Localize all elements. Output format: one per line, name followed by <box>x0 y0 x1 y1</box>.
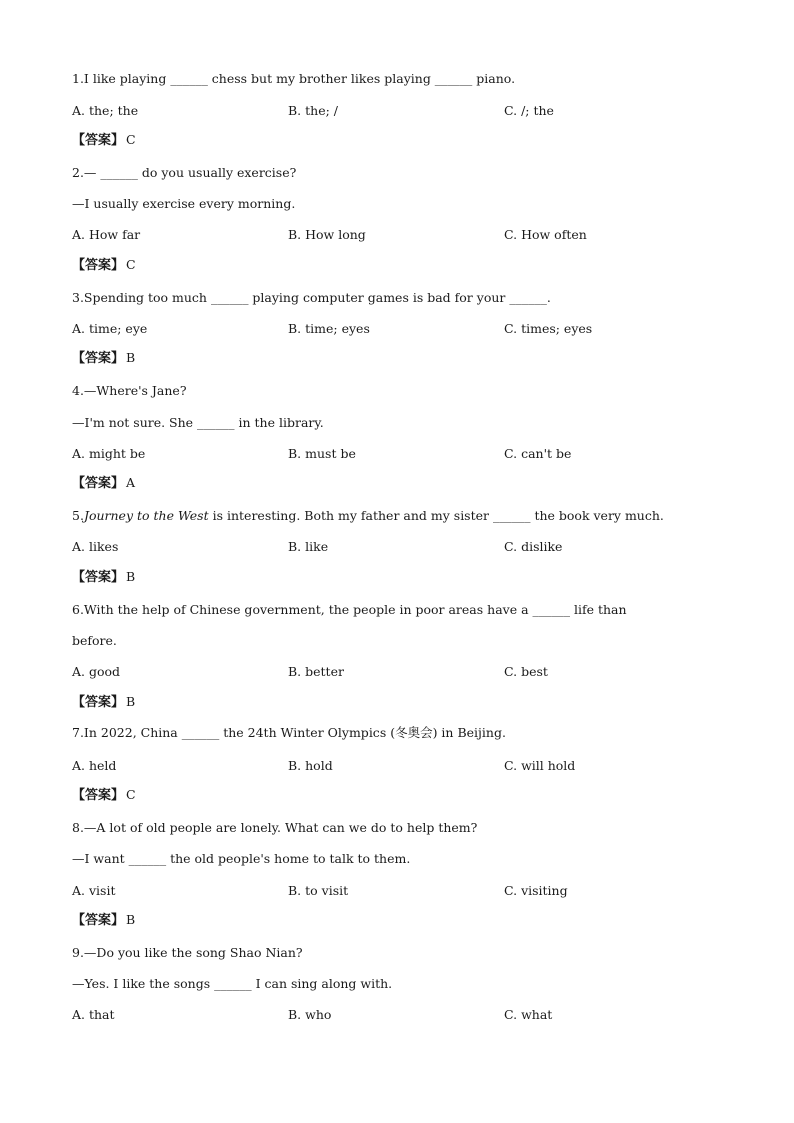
question-8-option-a: A. visit <box>72 883 116 898</box>
answer-value: B <box>126 569 136 584</box>
question-5-answer <box>72 569 135 586</box>
question-4-stem-line-2: —I'm not sure. She ______ in the library. <box>72 415 324 430</box>
question-2-answer <box>72 257 136 274</box>
question-3-option-b: B. time; eyes <box>288 321 370 336</box>
question-1-option-a: A. the; the <box>72 103 139 118</box>
question-6-option-b: B. better <box>288 664 344 679</box>
answer-label: 【答案】 <box>72 788 125 803</box>
question-5-stem <box>72 508 664 524</box>
question-9-option-b: B. who <box>288 1007 332 1022</box>
question-1-stem: 1.I like playing ______ chess but my brother likes playing ______ piano. <box>72 71 516 86</box>
question-8-option-c: C. visiting <box>504 883 568 898</box>
question-3-stem: 3.Spending too much ______ playing computer games is bad for your ______. <box>72 290 551 305</box>
question-6-option-c: C. best <box>504 664 548 679</box>
question-4-option-a: A. might be <box>72 446 146 461</box>
answer-value: B <box>126 912 136 927</box>
question-4-option-b: B. must be <box>288 446 356 461</box>
question-6-stem: 6.With the help of Chinese government, the people in poor areas have a ______ life than <box>72 602 627 617</box>
question-9-option-a: A. that <box>72 1007 115 1022</box>
question-6-option-a: A. good <box>72 664 121 679</box>
question-5-option-a: A. likes <box>72 539 119 554</box>
question-5-number: 5. <box>72 508 84 523</box>
question-8-answer <box>72 912 135 929</box>
answer-label: 【答案】 <box>72 258 125 273</box>
question-5-option-c: C. dislike <box>504 539 563 554</box>
question-5-stem-rest: is interesting. Both my father and my sister ______ the book very much. <box>208 508 664 523</box>
answer-label: 【答案】 <box>72 133 125 148</box>
question-3-option-a: A. time; eye <box>72 321 148 336</box>
question-4-answer <box>72 475 135 492</box>
answer-label: 【答案】 <box>72 476 125 491</box>
question-3-option-c: C. times; eyes <box>504 321 593 336</box>
question-1-option-b: B. the; / <box>288 103 338 118</box>
question-5-book-title: Journey to the West <box>83 508 209 523</box>
answer-label: 【答案】 <box>72 570 125 585</box>
question-6-answer <box>72 694 135 711</box>
question-9-option-c: C. what <box>504 1007 553 1022</box>
answer-label: 【答案】 <box>72 913 125 928</box>
question-3-answer <box>72 350 135 367</box>
answer-label: 【答案】 <box>72 351 125 366</box>
answer-value: B <box>126 350 136 365</box>
question-2-stem: 2.— ______ do you usually exercise? <box>72 165 297 180</box>
answer-value: C <box>126 787 136 802</box>
question-8-stem-line-2: —I want ______ the old people's home to talk to them. <box>72 851 411 866</box>
question-8-option-b: B. to visit <box>288 883 349 898</box>
question-5-option-b: B. like <box>288 539 329 554</box>
question-4-stem: 4.—Where's Jane? <box>72 383 187 398</box>
question-1-option-c: C. /; the <box>504 103 554 118</box>
answer-value: C <box>126 132 136 147</box>
question-7-option-a: A. held <box>72 758 117 773</box>
answer-label: 【答案】 <box>72 695 125 710</box>
question-7-stem: 7.In 2022, China ______ the 24th Winter Olympics (冬奥会) in Beijing. <box>72 725 506 740</box>
question-7-option-c: C. will hold <box>504 758 576 773</box>
question-7-option-b: B. hold <box>288 758 333 773</box>
question-7-answer <box>72 787 136 804</box>
question-2-option-b: B. How long <box>288 227 366 242</box>
question-2-option-a: A. How far <box>72 227 141 242</box>
answer-value: C <box>126 257 136 272</box>
question-8-stem: 8.—A lot of old people are lonely. What can we do to help them? <box>72 820 478 835</box>
answer-value: B <box>126 694 136 709</box>
question-2-option-c: C. How often <box>504 227 587 242</box>
question-2-stem-line-2: —I usually exercise every morning. <box>72 196 296 211</box>
answer-value: A <box>126 475 136 490</box>
question-9-stem: 9.—Do you like the song Shao Nian? <box>72 945 303 960</box>
question-4-option-c: C. can't be <box>504 446 572 461</box>
question-6-stem-line-2: before. <box>72 633 117 648</box>
question-1-answer <box>72 132 136 149</box>
question-9-stem-line-2: —Yes. I like the songs ______ I can sing along with. <box>72 976 393 991</box>
